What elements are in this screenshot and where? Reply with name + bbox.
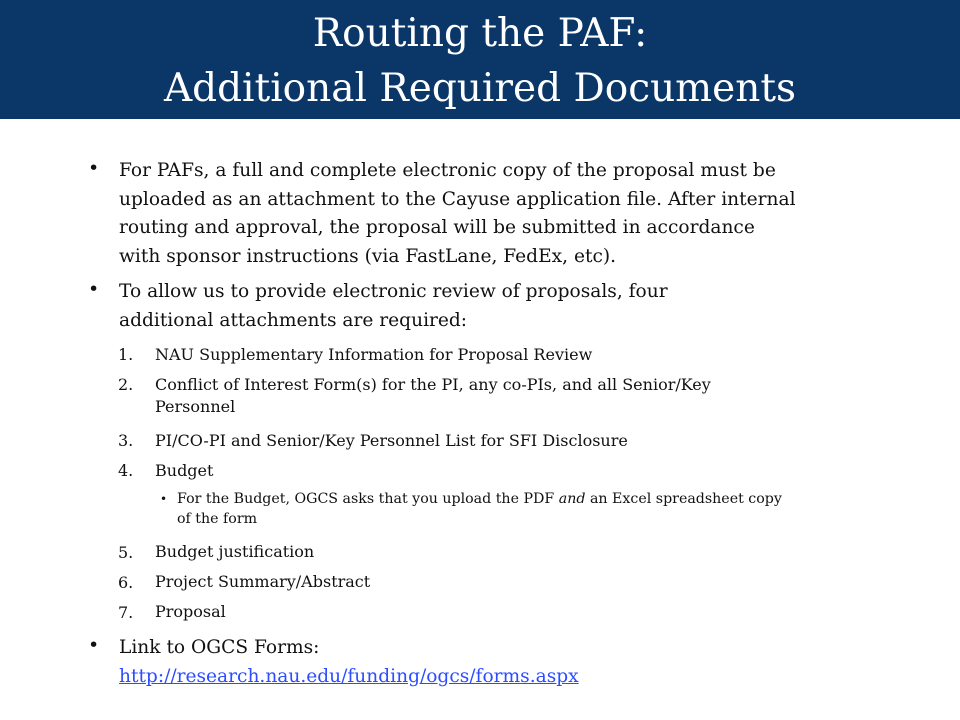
slide-title-line-1: Routing the PAF: [312, 11, 648, 56]
sub-bullet-marker: • [160, 492, 168, 506]
list-item-proposal [155, 601, 875, 623]
bullet-paragraph-pafs [119, 157, 899, 271]
list-item-text: Budget justification [155, 542, 315, 561]
list-item-text: Proposal [155, 602, 226, 621]
list-item-text: Conflict of Interest Form(s) for the PI, any co-PIs, and all Senior/Key [155, 375, 711, 394]
list-item-project-summary [155, 571, 875, 593]
list-number: 5. [118, 543, 134, 562]
sub-bullet-italic: and [558, 491, 586, 507]
sub-bullet-line [177, 489, 897, 509]
text-line: routing and approval, the proposal will be submitted in accordance [119, 217, 755, 238]
sub-bullet-text: an Excel spreadsheet copy [585, 491, 782, 507]
list-number: 6. [118, 573, 134, 592]
sub-bullet-text: For the Budget, OGCS asks that you upload the PDF [177, 491, 559, 507]
text-line: To allow us to provide electronic review of proposals, four [119, 281, 668, 302]
text-line: uploaded as an attachment to the Cayuse application file. After internal [119, 188, 796, 210]
bullet-paragraph-attachments [119, 278, 899, 335]
ogcs-forms-link[interactable]: http://research.nau.edu/funding/ogcs/forms.aspx [119, 665, 579, 687]
link-line [119, 663, 899, 692]
list-item-supplementary-info [155, 344, 875, 366]
list-item-budget-justification [155, 541, 875, 563]
text-line: additional attachments are required: [119, 309, 468, 331]
text-line: For PAFs, a full and complete electronic copy of the proposal must be [119, 160, 776, 181]
list-number: 1. [118, 345, 134, 364]
list-number: 2. [118, 375, 134, 394]
bullet-marker: • [88, 157, 100, 179]
list-item-text: PI/CO-PI and Senior/Key Personnel List for SFI Disclosure [155, 431, 628, 450]
list-item-text: Project Summary/Abstract [155, 572, 371, 591]
link-label: Link to OGCS Forms: [119, 637, 320, 658]
text-line: with sponsor instructions (via FastLane, FedEx, etc). [119, 245, 617, 267]
bullet-paragraph-forms-link [119, 634, 899, 691]
list-number: 7. [118, 603, 134, 622]
list-item-text: NAU Supplementary Information for Proposal Review [155, 345, 593, 364]
bullet-marker: • [88, 278, 100, 300]
list-item-personnel-list [155, 430, 875, 452]
list-item-budget [155, 460, 875, 482]
list-item-text: Personnel [155, 397, 236, 416]
sub-bullet-line: of the form [177, 511, 258, 527]
list-item-text: Budget [155, 461, 214, 480]
slide-title-line-2: Additional Required Documents [163, 66, 797, 111]
bullet-marker: • [88, 634, 100, 656]
sub-bullet-budget-note [177, 489, 897, 529]
list-number: 4. [118, 461, 134, 480]
list-number: 3. [118, 431, 134, 450]
list-item-conflict-of-interest [155, 374, 875, 418]
